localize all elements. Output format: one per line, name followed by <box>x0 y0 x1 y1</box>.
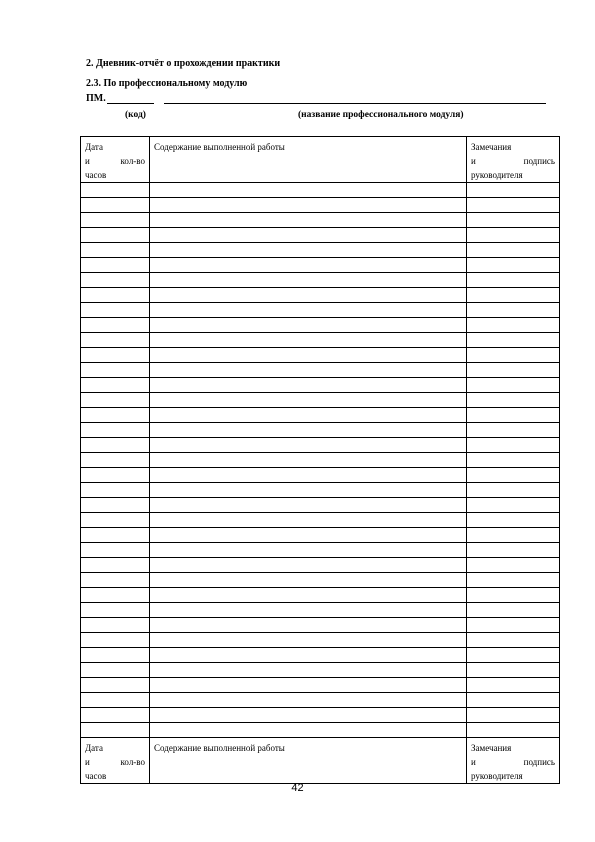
date-hours-cell[interactable] <box>81 708 150 723</box>
work-content-cell[interactable] <box>150 243 467 258</box>
work-content-cell[interactable] <box>150 423 467 438</box>
date-hours-cell[interactable] <box>81 423 150 438</box>
table-row <box>81 378 560 393</box>
table-row <box>81 438 560 453</box>
date-hours-cell[interactable] <box>81 243 150 258</box>
remarks-cell[interactable] <box>467 648 560 663</box>
remarks-cell[interactable] <box>467 303 560 318</box>
date-hours-cell[interactable] <box>81 408 150 423</box>
page-number: 42 <box>291 782 304 794</box>
date-hours-cell[interactable] <box>81 648 150 663</box>
remarks-cell[interactable] <box>467 588 560 603</box>
date-hours-cell[interactable] <box>81 438 150 453</box>
remarks-cell[interactable] <box>467 348 560 363</box>
footer-date-label: Дата <box>85 743 103 753</box>
table-row <box>81 363 560 378</box>
work-content-cell[interactable] <box>150 513 467 528</box>
section-title: 2. Дневник-отчёт о прохождении практики <box>86 58 281 69</box>
table-row <box>81 243 560 258</box>
date-hours-cell[interactable] <box>81 603 150 618</box>
table-row <box>81 708 560 723</box>
pm-prefix: ПМ. <box>86 93 106 104</box>
work-content-cell[interactable] <box>150 438 467 453</box>
header-date-hours <box>81 137 150 183</box>
work-content-cell[interactable] <box>150 408 467 423</box>
work-content-cell[interactable] <box>150 543 467 558</box>
table-row <box>81 633 560 648</box>
date-hours-cell[interactable] <box>81 633 150 648</box>
date-hours-cell[interactable] <box>81 483 150 498</box>
date-hours-cell[interactable] <box>81 288 150 303</box>
table-row <box>81 693 560 708</box>
work-content-cell[interactable] <box>150 708 467 723</box>
date-hours-cell[interactable] <box>81 618 150 633</box>
footer-remarks-label: Замечания <box>471 743 512 753</box>
header-work-content <box>150 137 467 183</box>
date-hours-cell[interactable] <box>81 318 150 333</box>
footer-remarks-line2: и подпись <box>471 757 555 767</box>
remarks-cell[interactable] <box>467 693 560 708</box>
work-content-cell[interactable] <box>150 558 467 573</box>
date-hours-cell[interactable] <box>81 453 150 468</box>
header-date-line2: и кол-во <box>85 156 145 166</box>
work-content-cell[interactable] <box>150 663 467 678</box>
table-row <box>81 528 560 543</box>
remarks-cell[interactable] <box>467 603 560 618</box>
table-row <box>81 513 560 528</box>
date-hours-cell[interactable] <box>81 498 150 513</box>
module-name-blank <box>164 103 546 104</box>
diary-table <box>80 136 560 784</box>
work-content-cell[interactable] <box>150 528 467 543</box>
remarks-cell[interactable] <box>467 633 560 648</box>
work-content-cell[interactable] <box>150 228 467 243</box>
subsection-title: 2.3. По профессиональному модулю <box>86 78 248 89</box>
date-hours-cell[interactable] <box>81 378 150 393</box>
table-row <box>81 408 560 423</box>
table-row <box>81 468 560 483</box>
table-row <box>81 678 560 693</box>
date-hours-cell[interactable] <box>81 513 150 528</box>
table-row <box>81 423 560 438</box>
table-footer-header-row <box>81 738 560 784</box>
module-line <box>86 93 548 105</box>
date-hours-cell[interactable] <box>81 393 150 408</box>
remarks-cell[interactable] <box>467 273 560 288</box>
remarks-cell[interactable] <box>467 318 560 333</box>
table-row <box>81 183 560 198</box>
date-hours-cell[interactable] <box>81 468 150 483</box>
date-hours-cell[interactable] <box>81 258 150 273</box>
remarks-cell[interactable] <box>467 573 560 588</box>
date-hours-cell[interactable] <box>81 228 150 243</box>
table-row <box>81 318 560 333</box>
remarks-cell[interactable] <box>467 258 560 273</box>
work-content-cell[interactable] <box>150 183 467 198</box>
remarks-cell[interactable] <box>467 498 560 513</box>
footer-date-line2: и кол-во <box>85 757 145 767</box>
remarks-cell[interactable] <box>467 243 560 258</box>
work-content-cell[interactable] <box>150 378 467 393</box>
table-row <box>81 348 560 363</box>
footer-date-line3: часов <box>85 771 107 781</box>
remarks-cell[interactable] <box>467 618 560 633</box>
date-hours-cell[interactable] <box>81 183 150 198</box>
work-content-cell[interactable] <box>150 498 467 513</box>
table-row <box>81 453 560 468</box>
table-row <box>81 723 560 738</box>
remarks-cell[interactable] <box>467 708 560 723</box>
date-hours-cell[interactable] <box>81 723 150 738</box>
date-hours-cell[interactable] <box>81 558 150 573</box>
remarks-cell[interactable] <box>467 213 560 228</box>
module-code-blank <box>107 103 154 104</box>
remarks-cell[interactable] <box>467 393 560 408</box>
work-content-cell[interactable] <box>150 648 467 663</box>
date-hours-cell[interactable] <box>81 333 150 348</box>
remarks-cell[interactable] <box>467 678 560 693</box>
header-remarks-line3: руководителя <box>471 170 523 180</box>
remarks-cell[interactable] <box>467 468 560 483</box>
date-hours-cell[interactable] <box>81 213 150 228</box>
module-name-caption: (название профессионального модуля) <box>298 110 464 120</box>
work-content-cell[interactable] <box>150 213 467 228</box>
work-content-cell[interactable] <box>150 273 467 288</box>
work-content-cell[interactable] <box>150 723 467 738</box>
header-remarks-line2: и подпись <box>471 156 555 166</box>
remarks-cell[interactable] <box>467 663 560 678</box>
code-caption: (код) <box>125 110 146 120</box>
table-row <box>81 543 560 558</box>
table-row <box>81 498 560 513</box>
remarks-cell[interactable] <box>467 513 560 528</box>
work-content-cell[interactable] <box>150 678 467 693</box>
table-row <box>81 573 560 588</box>
footer-date-hours <box>81 738 150 784</box>
remarks-cell[interactable] <box>467 483 560 498</box>
table-row <box>81 588 560 603</box>
work-content-cell[interactable] <box>150 618 467 633</box>
remarks-cell[interactable] <box>467 333 560 348</box>
table-row <box>81 288 560 303</box>
date-hours-cell[interactable] <box>81 348 150 363</box>
header-remarks-label: Замечания <box>471 142 512 152</box>
work-content-cell[interactable] <box>150 318 467 333</box>
remarks-cell[interactable] <box>467 183 560 198</box>
table-row <box>81 648 560 663</box>
table-row <box>81 483 560 498</box>
work-content-cell[interactable] <box>150 363 467 378</box>
work-content-cell[interactable] <box>150 393 467 408</box>
table-row <box>81 393 560 408</box>
header-work-label: Содержание выполненной работы <box>154 142 285 152</box>
work-content-cell[interactable] <box>150 288 467 303</box>
header-date-line3: часов <box>85 170 107 180</box>
footer-remarks <box>467 738 560 784</box>
table-header-row <box>81 137 560 183</box>
date-hours-cell[interactable] <box>81 198 150 213</box>
table-row <box>81 603 560 618</box>
date-hours-cell[interactable] <box>81 543 150 558</box>
work-content-cell[interactable] <box>150 258 467 273</box>
date-hours-cell[interactable] <box>81 573 150 588</box>
remarks-cell[interactable] <box>467 558 560 573</box>
work-content-cell[interactable] <box>150 198 467 213</box>
date-hours-cell[interactable] <box>81 588 150 603</box>
table-row <box>81 213 560 228</box>
work-content-cell[interactable] <box>150 453 467 468</box>
date-hours-cell[interactable] <box>81 528 150 543</box>
table-row <box>81 228 560 243</box>
footer-work-content <box>150 738 467 784</box>
header-remarks <box>467 137 560 183</box>
table-row <box>81 258 560 273</box>
remarks-cell[interactable] <box>467 423 560 438</box>
table-row <box>81 198 560 213</box>
date-hours-cell[interactable] <box>81 693 150 708</box>
date-hours-cell[interactable] <box>81 678 150 693</box>
work-content-cell[interactable] <box>150 333 467 348</box>
table-row <box>81 273 560 288</box>
date-hours-cell[interactable] <box>81 363 150 378</box>
remarks-cell[interactable] <box>467 723 560 738</box>
remarks-cell[interactable] <box>467 408 560 423</box>
remarks-cell[interactable] <box>467 543 560 558</box>
table-row <box>81 303 560 318</box>
work-content-cell[interactable] <box>150 348 467 363</box>
table-row <box>81 558 560 573</box>
work-content-cell[interactable] <box>150 573 467 588</box>
remarks-cell[interactable] <box>467 228 560 243</box>
table-row <box>81 333 560 348</box>
table-row <box>81 663 560 678</box>
remarks-cell[interactable] <box>467 288 560 303</box>
remarks-cell[interactable] <box>467 453 560 468</box>
work-content-cell[interactable] <box>150 303 467 318</box>
header-date-label: Дата <box>85 142 103 152</box>
remarks-cell[interactable] <box>467 378 560 393</box>
date-hours-cell[interactable] <box>81 273 150 288</box>
date-hours-cell[interactable] <box>81 663 150 678</box>
work-content-cell[interactable] <box>150 693 467 708</box>
work-content-cell[interactable] <box>150 633 467 648</box>
remarks-cell[interactable] <box>467 528 560 543</box>
footer-work-label: Содержание выполненной работы <box>154 743 285 753</box>
table-row <box>81 618 560 633</box>
work-content-cell[interactable] <box>150 483 467 498</box>
work-content-cell[interactable] <box>150 588 467 603</box>
remarks-cell[interactable] <box>467 438 560 453</box>
footer-remarks-line3: руководителя <box>471 771 523 781</box>
remarks-cell[interactable] <box>467 363 560 378</box>
remarks-cell[interactable] <box>467 198 560 213</box>
work-content-cell[interactable] <box>150 603 467 618</box>
work-content-cell[interactable] <box>150 468 467 483</box>
date-hours-cell[interactable] <box>81 303 150 318</box>
